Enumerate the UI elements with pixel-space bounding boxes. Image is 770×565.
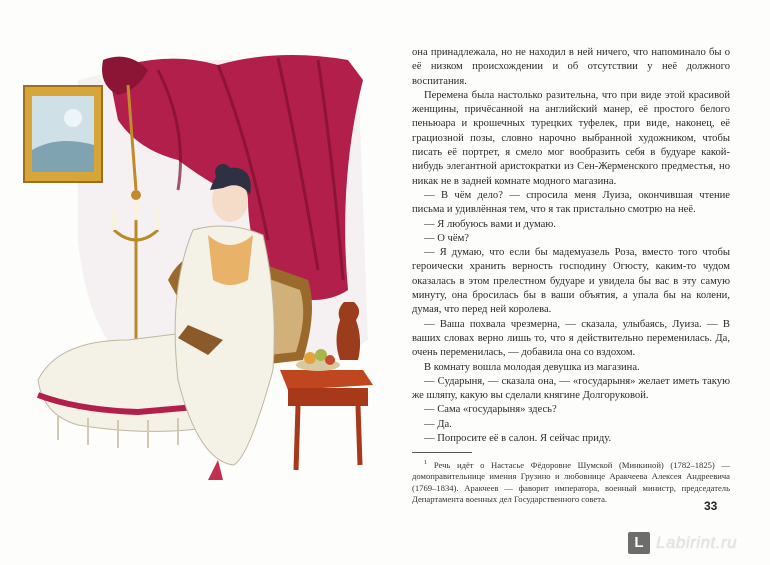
paragraph: В комнату вошла молодая девушка из магазина.: [424, 361, 640, 373]
labirint-logo-icon: L: [628, 532, 650, 554]
footnote-text: Речь идёт о Настасье Фёдоровне Шумской (Минкиной) (1782–1825) — домоправительнице имения Грузино и любовнице Аракчеева Алексея Андреевича (1769–1834). Аракчеев — фаворит императора, военный министр, председатель Департамента военных дел Государственного совета.: [412, 460, 730, 505]
paragraph: — В чём дело? — спросила меня Луиза, окончившая чтение письма и удивлённая тем, что я так пристально смотрю на неё.: [412, 189, 730, 216]
boudoir-illustration: [18, 40, 390, 510]
footnote-marker: 1: [424, 459, 428, 467]
paragraph: — О чём?: [424, 232, 469, 244]
watermark: [628, 531, 737, 555]
paragraph: — Ваша похвала чрезмерна, — сказала, улыбаясь, Луиза. — В ваших словах верно лишь то, что я действительно переменилась. Да, очень переменилась, — добавила она со вздохом.: [412, 318, 730, 359]
footnote-divider: [412, 452, 472, 453]
watermark-text: Labirint.ru: [656, 533, 738, 552]
page-number: 33: [704, 499, 718, 513]
paragraph: Перемена была настолько разительна, что при виде этой красивой женщины, причёсанной на английский манер, её простого белого пеньюара и крошечных турецких туфелек, при виде, наконец, её грациозной позы, словно нарочно выбранной художником, чтобы писать её портрет, я смело мог вообразить себя в будуаре какой-нибудь элегантной аристократки из Сен-Жерменского предместья, но никак не в задней комнате модного магазина.: [412, 89, 730, 187]
paragraph: — Я думаю, что если бы мадемуазель Роза, вместо того чтобы героически хранить верность господину Огюсту, каким-то чудом оказалась в этом прелестном будуаре и увидела бы вас в эту самую минуту, она бросилась бы в ваши объятия, а упала бы на колени, думая, что перед ней королева.: [412, 247, 730, 316]
paragraph: — Сама «государыня» здесь?: [424, 404, 557, 416]
wall-painting: [24, 86, 102, 182]
paragraph: она принадлежала, но не находил в ней ничего, что напоминало бы о её низком происхождении и об отсутствии у неё должного воспитания.: [412, 47, 730, 87]
paragraph: — Я любуюсь вами и думаю.: [424, 218, 556, 230]
paragraph: — Попросите её в салон. Я сейчас приду.: [424, 433, 612, 445]
paragraph: — Сударыня, — сказала она, — «государыня» желает иметь такую же шляпу, какую вы сделали княгине Долгоруковой.: [412, 375, 730, 402]
paragraph: — Да.: [424, 418, 452, 430]
footnote: [412, 457, 730, 505]
main-text-column: [412, 46, 730, 505]
